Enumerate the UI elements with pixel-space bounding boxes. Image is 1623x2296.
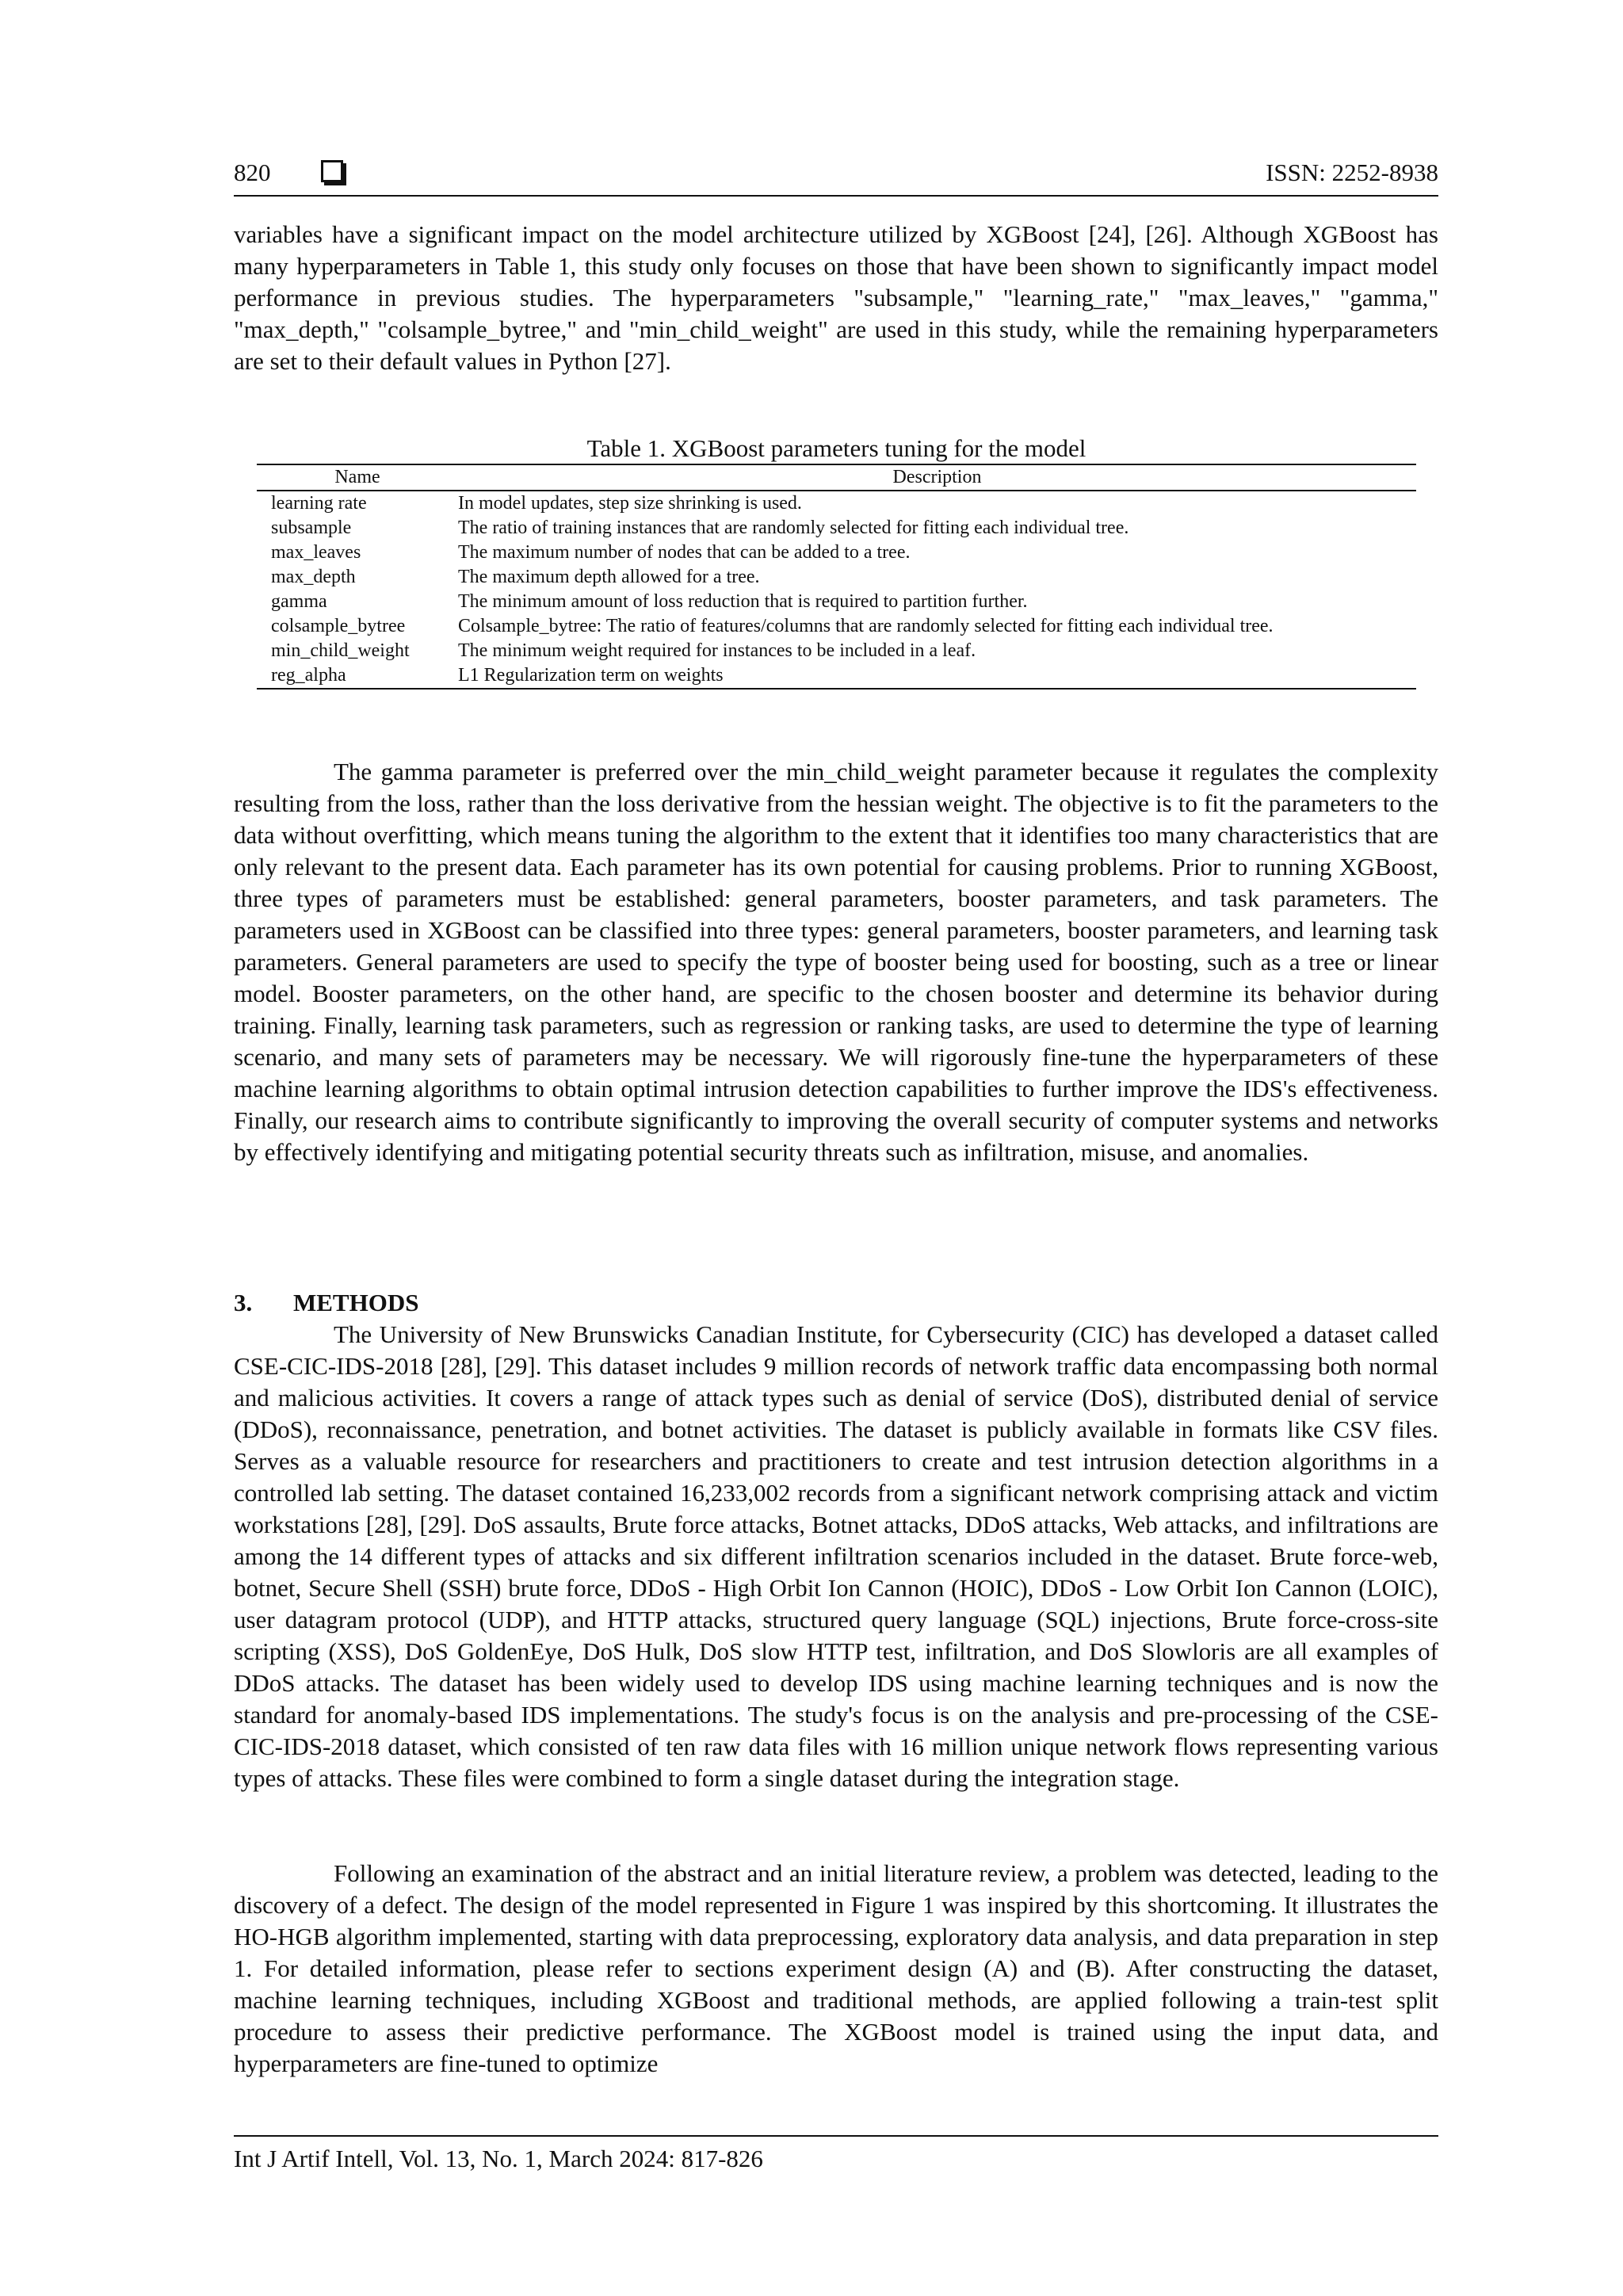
param-name: colsample_bytree (271, 616, 406, 636)
table-row (257, 565, 1416, 590)
param-description: The minimum amount of loss reduction that is required to partition further. (458, 591, 1028, 612)
paragraph-methods-dataset: The University of New Brunswicks Canadian Institute, for Cybersecurity (CIC) has developed a dataset called CSE-CIC-IDS-2018 [28], [29]. This dataset includes 9 million records of network traffic data encompassing both normal and malicious activities. It covers a range of attack types such as denial of service (DoS), distributed denial of service (DDoS), reconnaissance, penetration, and botnet activities. The dataset is publicly available in formats like CSV files. Serves as a valuable resource for researchers and practitioners to create and test intrusion detection algorithms in a controlled lab setting. The dataset contained 16,233,002 records from a significant network comprising attack and victim workstations [28], [29]. DoS assaults, Brute force attacks, Botnet attacks, DDoS attacks, Web attacks, and infiltrations are among the 14 different types of attacks and six different infiltration scenarios included in the dataset. Brute force-web, botnet, Secure Shell (SSH) brute force, DDoS - High Orbit Ion Cannon (HOIC), DDoS - Low Orbit Ion Cannon (LOIC), user datagram protocol (UDP), and HTTP attacks, structured query language (SQL) injections, Brute force-cross-site scripting (XSS), DoS GoldenEye, DoS Hulk, DoS slow HTTP test, infiltration, and DoS Slowloris are all examples of DDoS attacks. The dataset has been widely used to develop IDS using machine learning techniques and is now the standard for anomaly-based IDS implementations. The study's focus is on the analysis and pre-processing of the CSE-CIC-IDS-2018 dataset, which consisted of ten raw data files with 16 million unique network flows representing various types of attacks. These files were combined to form a single dataset during the integration stage. (234, 1320, 1438, 1792)
page-number: 820 (234, 159, 271, 186)
param-name: max_leaves (271, 542, 361, 563)
table-header-row (257, 464, 1416, 491)
param-name: reg_alpha (271, 665, 346, 686)
section-title: METHODS (293, 1289, 419, 1316)
table-caption: Table 1. XGBoost parameters tuning for the model (586, 434, 1086, 462)
param-description: The maximum number of nodes that can be added to a tree. (458, 542, 911, 563)
paragraph-gamma-discussion: The gamma parameter is preferred over the min_child_weight parameter because it regulates the complexity resulting from the loss, rather than the loss derivative from the hessian weight. The objective is to fit the parameters to the data without overfitting, which means tuning the algorithm to the extent that it identifies too many characteristics that are only relevant to the present data. Each parameter has its own potential for causing problems. Prior to running XGBoost, three types of parameters must be established: general parameters, booster parameters, and task parameters. The parameters used in XGBoost can be classified into three types: general parameters, booster parameters, and learning task parameters. General parameters are used to specify the type of booster being used for boosting, such as a tree or linear model. Booster parameters, on the other hand, are specific to the chosen booster and determine its behavior during training. Finally, learning task parameters, such as regression or ranking tasks, are used to determine the type of learning scenario, and many sets of parameters may be necessary. We will rigorously fine-tune the hyperparameters of these machine learning algorithms to obtain optimal intrusion detection capabilities to further improve the IDS's effectiveness. Finally, our research aims to contribute significantly to improving the overall security of computer systems and networks by effectively identifying and mitigating potential security threats such as infiltration, misuse, and anomalies. (234, 758, 1438, 1166)
param-description: The maximum depth allowed for a tree. (458, 567, 760, 587)
param-name: learning rate (271, 493, 367, 514)
table-row (257, 516, 1416, 541)
table-row (257, 541, 1416, 565)
page-header (234, 155, 1438, 197)
column-header-description: Description (458, 464, 1416, 491)
paragraph-intro-continuation: variables have a significant impact on the model architecture utilized by XGBoost [24], [26]. Although XGBoost has many hyperparameters in Table 1, this study only focuses on those that have been shown to significantly impact model performance in previous studies. The hyperparameters "subsample," "learning_rate," "max_leaves," "gamma," "max_depth," "colsample_bytree," and "min_child_weight" are used in this study, while the remaining hyperparameters are set to their default values in Python [27]. (234, 220, 1438, 375)
param-name: max_depth (271, 567, 356, 587)
param-description: Colsample_bytree: The ratio of features/columns that are randomly selected for fitting each individual tree. (458, 616, 1274, 636)
table-row (257, 590, 1416, 614)
param-description: L1 Regularization term on weights (458, 665, 724, 686)
param-description: The ratio of training instances that are randomly selected for fitting each individual tree. (458, 518, 1129, 538)
param-description: In model updates, step size shrinking is used. (458, 493, 802, 514)
table-1 (257, 434, 1416, 690)
param-description: The minimum weight required for instances to be included in a leaf. (458, 640, 976, 661)
column-header-name: Name (257, 464, 458, 491)
table-row (257, 639, 1416, 663)
parameters-table (257, 464, 1416, 690)
table-row (257, 614, 1416, 639)
square-bullet-icon (321, 160, 343, 182)
table-row (257, 491, 1416, 516)
section-heading-methods (234, 1287, 418, 1319)
paragraph-methods-model: Following an examination of the abstract and an initial literature review, a problem was detected, leading to the discovery of a defect. The design of the model represented in Figure 1 was inspired by this shortcoming. It illustrates the HO-HGB algorithm implemented, starting with data preprocessing, exploratory data analysis, and data preparation in step 1. For detailed information, please refer to sections experiment design (A) and (B). After constructing the dataset, machine learning techniques, including XGBoost and traditional methods, are applied following a train-test split procedure to assess their predictive performance. The XGBoost model is trained using the input data, and hyperparameters are fine-tuned to optimize (234, 1859, 1438, 2077)
param-name: subsample (271, 518, 352, 538)
table-row (257, 663, 1416, 689)
section-number: 3. (234, 1289, 253, 1316)
journal-citation: Int J Artif Intell, Vol. 13, No. 1, March 2024: 817-826 (234, 2145, 763, 2172)
issn-label: ISSN: 2252-8938 (1266, 159, 1438, 186)
param-name: gamma (271, 591, 327, 612)
page-footer (234, 2135, 1438, 2175)
journal-page (234, 0, 1438, 2296)
param-name: min_child_weight (271, 640, 410, 661)
